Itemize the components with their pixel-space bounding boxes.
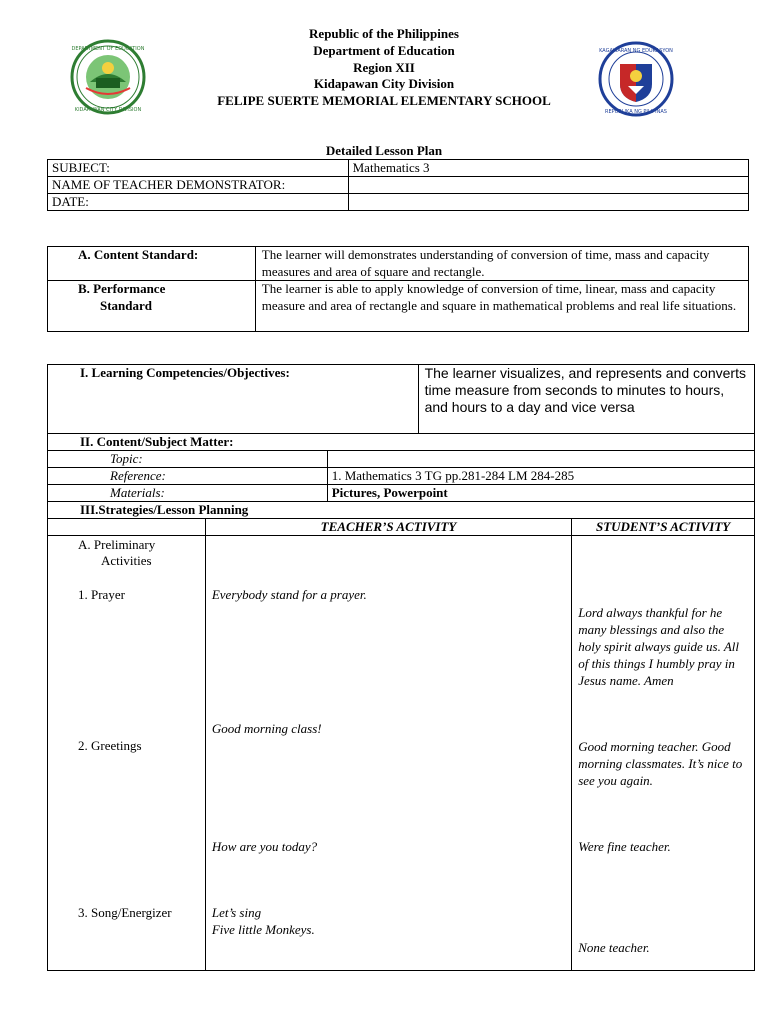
header-division: Kidapawan City Division: [313, 76, 455, 92]
greeting-teacher-text: Good morning class!: [211, 721, 322, 736]
performance-standard-label: [48, 281, 256, 332]
document-title: Detailed Lesson Plan: [325, 143, 443, 158]
greetings-label: 2. Greetings: [78, 738, 142, 753]
table-row: [48, 536, 755, 971]
strategies-label: III.Strategies/Lesson Planning: [48, 502, 755, 519]
topic-value: [327, 451, 754, 468]
greeting-student-text: Good morning teacher. Good morning classmates. It’s nice to see you again.: [578, 739, 743, 788]
performance-label-line1: B. Performance: [78, 281, 166, 296]
student-activity-column: [572, 536, 755, 971]
table-row: [48, 519, 755, 536]
prayer-student-text: Lord always thankful for he many blessings and also the holy spirit always guide us. All of this things I humbly pray in Jesus name. Amen: [578, 605, 740, 688]
teacher-label: NAME OF TEACHER DEMONSTRATOR:: [48, 177, 349, 194]
subject-value: Mathematics 3: [348, 160, 748, 177]
lesson-plan-table: [47, 364, 755, 971]
table-row: [48, 365, 755, 434]
song-teacher-text-line1: Let’s sing: [211, 905, 262, 920]
content-subject-matter-label: II. Content/Subject Matter:: [48, 434, 755, 451]
standards-table: [47, 246, 749, 332]
svg-text:KAGAWARAN NG EDUKASYON: KAGAWARAN NG EDUKASYON: [599, 48, 673, 54]
song-energizer-label: 3. Song/Energizer: [78, 905, 172, 920]
activity-labels-column: [48, 536, 206, 971]
reference-label: Reference:: [48, 468, 328, 485]
prayer-label: 1. Prayer: [78, 587, 125, 602]
header-department: Department of Education: [313, 42, 455, 58]
svg-text:REPUBLIKA NG PILIPINAS: REPUBLIKA NG PILIPINAS: [605, 109, 667, 115]
svg-text:KIDAPAWAN CITY DIVISION: KIDAPAWAN CITY DIVISION: [74, 107, 142, 113]
content-standard-label: A. Content Standard:: [48, 247, 256, 281]
subject-label: SUBJECT:: [48, 160, 349, 177]
table-row: [48, 468, 755, 485]
student-activity-header: STUDENT’S ACTIVITY: [572, 519, 755, 536]
table-row: [48, 194, 749, 211]
prayer-teacher-text: Everybody stand for a prayer.: [211, 587, 367, 602]
content-standard-text: The learner will demonstrates understanding of conversion of time, mass and capacity measures and area of square and rectangle.: [255, 247, 748, 281]
teacher-value: [348, 177, 748, 194]
teacher-activity-header: TEACHER’S ACTIVITY: [205, 519, 571, 536]
header-republic: Republic of the Philippines: [309, 26, 459, 41]
table-row: [48, 177, 749, 194]
materials-label: Materials:: [48, 485, 328, 502]
date-value: [348, 194, 748, 211]
header-region: Region XII: [353, 59, 415, 75]
competencies-text: The learner visualizes, and represents and converts time measure from seconds to minutes to hours, and hours to a day and vice versa: [418, 365, 754, 434]
how-are-you-teacher-text: How are you today?: [211, 839, 318, 854]
activity-header-blank: [48, 519, 206, 536]
svg-text:DEPARTMENT OF EDUCATION: DEPARTMENT OF EDUCATION: [71, 46, 145, 52]
deped-seal-icon: [590, 40, 682, 118]
division-seal-icon: [62, 38, 154, 116]
performance-standard-text: The learner is able to apply knowledge of conversion of time, linear, mass and capacity measure and area of rectangle and square in mathematical problems and real life situations.: [255, 281, 748, 332]
date-label: DATE:: [48, 194, 349, 211]
reference-value: 1. Mathematics 3 TG pp.281-284 LM 284-285: [327, 468, 754, 485]
info-table: [47, 159, 749, 211]
materials-value: Pictures, Powerpoint: [327, 485, 754, 502]
topic-label: Topic:: [48, 451, 328, 468]
fine-student-text: Were fine teacher.: [578, 839, 671, 854]
table-row: [48, 502, 755, 519]
competencies-label: I. Learning Competencies/Objectives:: [48, 365, 419, 434]
table-row: [48, 485, 755, 502]
teacher-activity-column: [205, 536, 571, 971]
table-row: [48, 434, 755, 451]
preliminary-label-line2: Activities: [101, 553, 152, 568]
table-row: [48, 451, 755, 468]
header-school-name: FELIPE SUERTE MEMORIAL ELEMENTARY SCHOOL: [217, 93, 551, 109]
table-row: [48, 160, 749, 177]
song-student-text: None teacher.: [578, 940, 650, 955]
song-teacher-text-line2: Five little Monkeys.: [211, 922, 315, 937]
table-row: [48, 281, 749, 332]
performance-label-line2: Standard: [100, 297, 153, 313]
preliminary-label-line1: A. Preliminary: [78, 537, 156, 552]
table-row: [48, 247, 749, 281]
